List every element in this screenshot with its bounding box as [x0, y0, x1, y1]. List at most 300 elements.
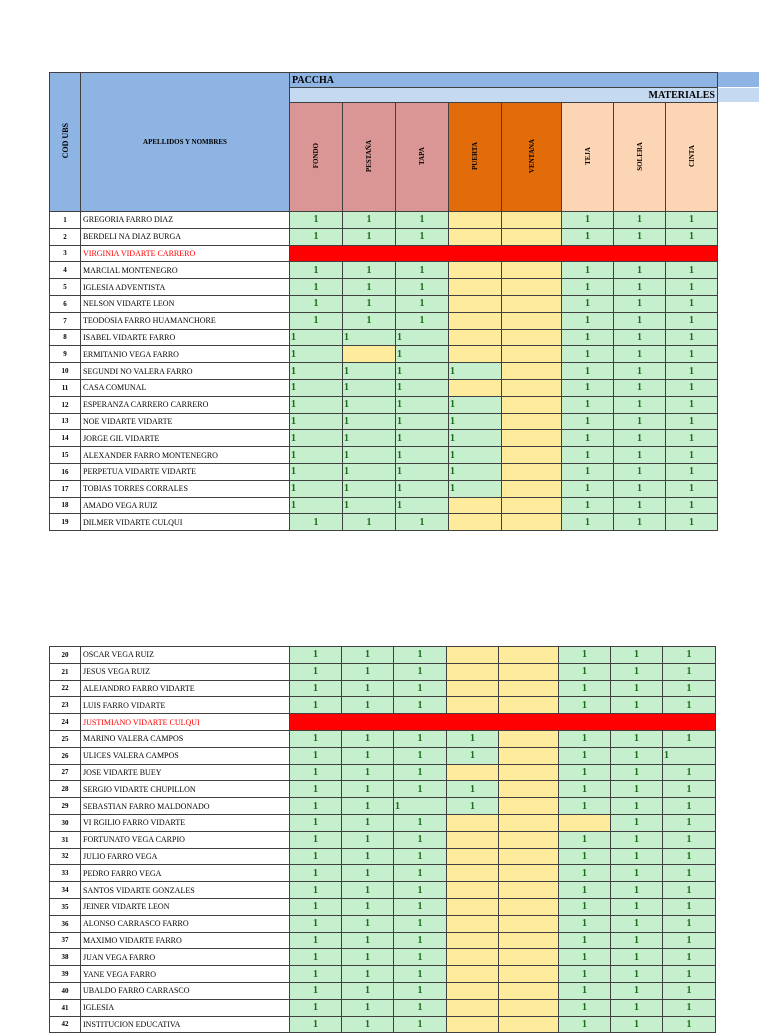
material-cell: 1 [290, 262, 343, 279]
material-cell: 1 [343, 312, 396, 329]
material-header-0: FONDO [290, 103, 343, 212]
material-cell: 1 [666, 346, 718, 363]
material-cell [502, 312, 562, 329]
material-cell: 1 [614, 295, 666, 312]
table-row [50, 480, 718, 497]
material-cell: 1 [290, 781, 342, 798]
material-cell [447, 966, 499, 983]
material-cell: 1 [611, 747, 663, 764]
material-cell: 1 [290, 764, 342, 781]
material-cell [449, 228, 502, 245]
material-cell [447, 831, 499, 848]
material-cell [343, 346, 396, 363]
material-cell: 1 [562, 279, 614, 296]
row-name: JEINER VIDARTE LEON [81, 898, 290, 915]
material-cell: 1 [562, 379, 614, 396]
material-cell: 1 [394, 663, 447, 680]
row-name: JUSTIMIANO VIDARTE CULQUI [81, 714, 290, 731]
material-cell: 1 [342, 798, 394, 815]
table-row [50, 346, 718, 363]
row-name: ALONSO CARRASCO FARRO [81, 915, 290, 932]
row-number: 3 [50, 245, 81, 262]
material-cell: 1 [290, 329, 343, 346]
material-cell: 1 [663, 647, 716, 664]
material-cell: 1 [562, 312, 614, 329]
table-row [50, 982, 716, 999]
material-cell: 1 [342, 1016, 394, 1033]
material-cell: 1 [290, 295, 343, 312]
material-cell: 1 [396, 497, 449, 514]
material-cell: 1 [663, 814, 716, 831]
row-number: 39 [50, 966, 81, 983]
material-cell: 1 [290, 228, 343, 245]
material-cell: 1 [614, 430, 666, 447]
material-cell: 1 [611, 932, 663, 949]
material-cell [499, 982, 559, 999]
material-cell [502, 447, 562, 464]
material-cell: 1 [396, 396, 449, 413]
material-cell: 1 [342, 831, 394, 848]
material-cell: 1 [562, 295, 614, 312]
material-cell [449, 329, 502, 346]
material-cell: 1 [559, 663, 611, 680]
material-cell [499, 865, 559, 882]
table-row [50, 663, 716, 680]
material-cell: 1 [343, 447, 396, 464]
material-cell [499, 966, 559, 983]
row-number: 13 [50, 413, 81, 430]
material-cell: 1 [394, 680, 447, 697]
material-cell: 1 [290, 413, 343, 430]
material-cell: 1 [559, 882, 611, 899]
row-name: MARCIAL MONTENEGRO [81, 262, 290, 279]
material-cell: 1 [611, 999, 663, 1016]
materials-header: MATERIALES [290, 88, 718, 103]
row-name: SERGIO VIDARTE CHUPILLON [81, 781, 290, 798]
table-row [50, 831, 716, 848]
table-row [50, 949, 716, 966]
material-cell: 1 [562, 480, 614, 497]
material-cell: 1 [290, 949, 342, 966]
material-cell: 1 [290, 966, 342, 983]
table-row [50, 798, 716, 815]
row-number: 17 [50, 480, 81, 497]
material-cell: 1 [396, 514, 449, 531]
row-number: 41 [50, 999, 81, 1016]
row-number: 19 [50, 514, 81, 531]
material-cell: 1 [562, 363, 614, 380]
material-cell: 1 [290, 730, 342, 747]
table-row [50, 882, 716, 899]
material-cell: 1 [666, 228, 718, 245]
material-cell: 1 [343, 379, 396, 396]
material-cell: 1 [394, 932, 447, 949]
material-cell: 1 [562, 463, 614, 480]
material-cell [499, 647, 559, 664]
material-cell: 1 [666, 379, 718, 396]
material-cell [499, 882, 559, 899]
material-cell [499, 898, 559, 915]
row-name: ISABEL VIDARTE FARRO [81, 329, 290, 346]
row-name: GREGORIA FARRO DIAZ [81, 212, 290, 229]
material-cell [499, 781, 559, 798]
material-cell: 1 [559, 798, 611, 815]
material-cell: 1 [394, 647, 447, 664]
material-cell: 1 [559, 747, 611, 764]
table-row [50, 363, 718, 380]
material-cell: 1 [396, 279, 449, 296]
material-cell: 1 [562, 497, 614, 514]
material-cell: 1 [663, 898, 716, 915]
material-cell: 1 [396, 212, 449, 229]
material-cell: 1 [343, 480, 396, 497]
material-cell [502, 463, 562, 480]
material-cell: 1 [290, 680, 342, 697]
material-cell [502, 279, 562, 296]
material-cell: 1 [394, 697, 447, 714]
material-cell [499, 915, 559, 932]
row-number: 34 [50, 882, 81, 899]
material-cell: 1 [562, 346, 614, 363]
row-number: 30 [50, 814, 81, 831]
material-cell: 1 [290, 647, 342, 664]
table-row [50, 245, 718, 262]
material-cell: 1 [290, 497, 343, 514]
material-cell: 1 [562, 447, 614, 464]
row-name: IGLESIA ADVENTISTA [81, 279, 290, 296]
material-cell: 1 [342, 747, 394, 764]
material-cell: 1 [562, 514, 614, 531]
table-row [50, 680, 716, 697]
material-cell [447, 932, 499, 949]
material-cell: 1 [290, 697, 342, 714]
material-cell: 1 [343, 228, 396, 245]
material-cell: 1 [666, 295, 718, 312]
table-row [50, 463, 718, 480]
material-cell: 1 [663, 915, 716, 932]
material-cell: 1 [394, 848, 447, 865]
material-cell: 1 [666, 396, 718, 413]
material-cell: 1 [611, 882, 663, 899]
table-row [50, 915, 716, 932]
table-row [50, 279, 718, 296]
material-cell: 1 [663, 730, 716, 747]
material-cell: 1 [449, 413, 502, 430]
material-cell: 1 [611, 663, 663, 680]
row-number: 37 [50, 932, 81, 949]
material-cell: 1 [343, 329, 396, 346]
row-number: 23 [50, 697, 81, 714]
material-cell [499, 798, 559, 815]
material-cell: 1 [342, 663, 394, 680]
material-cell [447, 663, 499, 680]
material-cell: 1 [611, 848, 663, 865]
material-cell [499, 697, 559, 714]
material-cell: 1 [614, 447, 666, 464]
row-name: ESPERANZA CARRERO CARRERO [81, 396, 290, 413]
material-cell: 1 [290, 982, 342, 999]
material-cell: 1 [290, 279, 343, 296]
material-cell: 1 [614, 312, 666, 329]
material-cell: 1 [449, 396, 502, 413]
material-cell: 1 [614, 480, 666, 497]
material-cell: 1 [342, 932, 394, 949]
table-row [50, 999, 716, 1016]
material-cell: 1 [343, 413, 396, 430]
material-cell: 1 [559, 949, 611, 966]
material-cell: 1 [396, 312, 449, 329]
material-cell [449, 514, 502, 531]
material-cell [447, 1016, 499, 1033]
material-cell: 1 [611, 982, 663, 999]
material-cell: 1 [343, 497, 396, 514]
row-number: 2 [50, 228, 81, 245]
material-cell: 1 [663, 949, 716, 966]
table-row [50, 781, 716, 798]
material-cell: 1 [611, 1016, 663, 1033]
table-row [50, 212, 718, 229]
material-cell: 1 [290, 463, 343, 480]
row-number: 25 [50, 730, 81, 747]
material-cell: 1 [666, 463, 718, 480]
material-header-6: SOLERA [614, 103, 666, 212]
material-cell [447, 915, 499, 932]
material-cell: 1 [290, 865, 342, 882]
material-cell: 1 [394, 730, 447, 747]
row-number: 18 [50, 497, 81, 514]
material-header-7: CINTA [666, 103, 718, 212]
material-cell [449, 262, 502, 279]
excluded-row-bar [290, 245, 718, 262]
table-row [50, 730, 716, 747]
material-cell: 1 [343, 262, 396, 279]
row-name: FORTUNATO VEGA CARPIO [81, 831, 290, 848]
material-cell: 1 [447, 730, 499, 747]
material-cell: 1 [663, 865, 716, 882]
material-cell: 1 [447, 781, 499, 798]
row-name: INSTITUCION EDUCATIVA [81, 1016, 290, 1033]
table-row [50, 747, 716, 764]
material-cell: 1 [559, 831, 611, 848]
material-cell: 1 [342, 848, 394, 865]
material-cell: 1 [562, 396, 614, 413]
row-number: 26 [50, 747, 81, 764]
row-name: JORGE GIL VIDARTE [81, 430, 290, 447]
row-name: YANE VEGA FARRO [81, 966, 290, 983]
material-cell [447, 865, 499, 882]
material-cell: 1 [396, 480, 449, 497]
material-cell: 1 [396, 346, 449, 363]
row-name: SANTOS VIDARTE GONZALES [81, 882, 290, 899]
material-cell [499, 999, 559, 1016]
material-cell: 1 [614, 396, 666, 413]
material-cell: 1 [342, 781, 394, 798]
row-number: 16 [50, 463, 81, 480]
material-cell [502, 329, 562, 346]
material-cell: 1 [663, 932, 716, 949]
material-cell: 1 [614, 514, 666, 531]
material-cell: 1 [663, 882, 716, 899]
table-row [50, 1016, 716, 1033]
material-cell [499, 747, 559, 764]
material-cell: 1 [394, 966, 447, 983]
material-cell: 1 [611, 949, 663, 966]
material-cell [559, 814, 611, 831]
material-cell: 1 [611, 647, 663, 664]
material-cell: 1 [663, 764, 716, 781]
material-cell: 1 [396, 413, 449, 430]
material-cell: 1 [663, 798, 716, 815]
material-cell: 1 [559, 764, 611, 781]
row-name: LUIS FARRO VIDARTE [81, 697, 290, 714]
table-row [50, 312, 718, 329]
table-row [50, 295, 718, 312]
material-cell: 1 [666, 329, 718, 346]
row-name: AMADO VEGA RUIZ [81, 497, 290, 514]
material-cell: 1 [447, 798, 499, 815]
material-cell: 1 [666, 514, 718, 531]
row-name: OSCAR VEGA RUIZ [81, 647, 290, 664]
row-number: 24 [50, 714, 81, 731]
row-number: 11 [50, 379, 81, 396]
material-cell: 1 [342, 865, 394, 882]
material-cell: 1 [614, 497, 666, 514]
material-cell [499, 663, 559, 680]
material-cell: 1 [663, 697, 716, 714]
row-name: JULIO FARRO VEGA [81, 848, 290, 865]
material-cell: 1 [396, 363, 449, 380]
material-cell: 1 [614, 329, 666, 346]
row-name: TOBIAS TORRES CORRALES [81, 480, 290, 497]
row-number: 8 [50, 329, 81, 346]
table-row [50, 865, 716, 882]
material-cell: 1 [342, 949, 394, 966]
table-row [50, 714, 716, 731]
material-cell [447, 680, 499, 697]
table-row [50, 228, 718, 245]
material-cell: 1 [447, 747, 499, 764]
material-cell: 1 [290, 312, 343, 329]
material-cell: 1 [342, 680, 394, 697]
material-cell: 1 [290, 363, 343, 380]
row-number: 14 [50, 430, 81, 447]
row-name: MAXIMO VIDARTE FARRO [81, 932, 290, 949]
material-cell: 1 [394, 747, 447, 764]
table-row [50, 966, 716, 983]
material-cell: 1 [342, 647, 394, 664]
row-name: PERPETUA VIDARTE VIDARTE [81, 463, 290, 480]
material-cell: 1 [290, 848, 342, 865]
material-cell: 1 [290, 396, 343, 413]
material-cell: 1 [290, 814, 342, 831]
material-cell: 1 [559, 999, 611, 1016]
table-row [50, 379, 718, 396]
row-number: 29 [50, 798, 81, 815]
material-cell: 1 [559, 781, 611, 798]
material-cell: 1 [343, 430, 396, 447]
table-row [50, 262, 718, 279]
row-name: MARINO VALERA CAMPOS [81, 730, 290, 747]
material-cell: 1 [663, 680, 716, 697]
material-cell: 1 [611, 865, 663, 882]
row-name: VIRGINIA VIDARTE CARRERO [81, 245, 290, 262]
table-row [50, 647, 716, 664]
row-number: 20 [50, 647, 81, 664]
material-cell [502, 295, 562, 312]
material-cell: 1 [611, 798, 663, 815]
material-cell: 1 [559, 898, 611, 915]
material-cell: 1 [343, 514, 396, 531]
row-name: ERMITANIO VEGA FARRO [81, 346, 290, 363]
material-cell [447, 898, 499, 915]
material-cell: 1 [614, 413, 666, 430]
row-number: 22 [50, 680, 81, 697]
row-number: 32 [50, 848, 81, 865]
material-cell: 1 [559, 848, 611, 865]
material-cell [499, 764, 559, 781]
material-cell: 1 [394, 798, 447, 815]
material-cell: 1 [562, 430, 614, 447]
material-cell: 1 [614, 279, 666, 296]
material-cell [449, 212, 502, 229]
material-cell [447, 999, 499, 1016]
material-cell: 1 [343, 463, 396, 480]
material-cell: 1 [611, 814, 663, 831]
row-number: 10 [50, 363, 81, 380]
table-row [50, 430, 718, 447]
material-cell: 1 [611, 730, 663, 747]
material-cell: 1 [290, 212, 343, 229]
material-cell [447, 814, 499, 831]
material-cell: 1 [614, 379, 666, 396]
material-cell: 1 [396, 228, 449, 245]
material-cell [502, 262, 562, 279]
material-cell: 1 [449, 463, 502, 480]
row-name: JOSE VIDARTE BUEY [81, 764, 290, 781]
material-cell: 1 [394, 1016, 447, 1033]
row-number: 35 [50, 898, 81, 915]
material-cell: 1 [663, 966, 716, 983]
row-number: 21 [50, 663, 81, 680]
material-cell: 1 [666, 447, 718, 464]
cod-ubs-header: COD UBS [50, 73, 81, 212]
material-cell: 1 [342, 982, 394, 999]
material-cell: 1 [343, 396, 396, 413]
material-cell [502, 514, 562, 531]
material-cell: 1 [559, 680, 611, 697]
material-cell [449, 379, 502, 396]
row-name: DILMER VIDARTE CULQUI [81, 514, 290, 531]
row-number: 6 [50, 295, 81, 312]
material-cell: 1 [611, 680, 663, 697]
table-row [50, 932, 716, 949]
material-cell: 1 [663, 747, 716, 764]
material-cell [499, 680, 559, 697]
row-name: JESUS VEGA RUIZ [81, 663, 290, 680]
material-cell [447, 647, 499, 664]
material-cell: 1 [663, 781, 716, 798]
material-cell: 1 [396, 447, 449, 464]
material-cell: 1 [559, 982, 611, 999]
table-row [50, 848, 716, 865]
material-header-1: PESTAÑA [343, 103, 396, 212]
material-cell [499, 932, 559, 949]
row-name: SEBASTIAN FARRO MALDONADO [81, 798, 290, 815]
material-cell: 1 [611, 915, 663, 932]
material-cell: 1 [559, 966, 611, 983]
row-name: UBALDO FARRO CARRASCO [81, 982, 290, 999]
material-cell [502, 379, 562, 396]
